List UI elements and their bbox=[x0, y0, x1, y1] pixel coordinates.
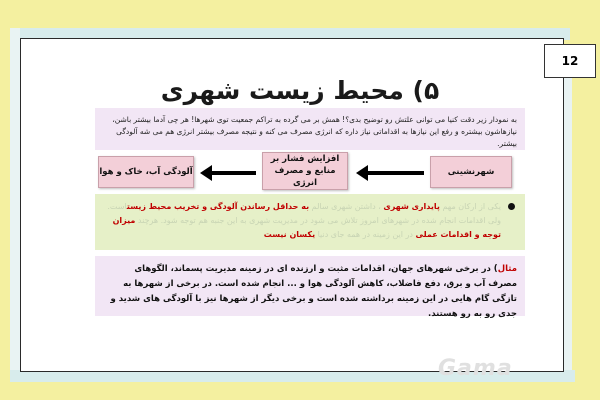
page-title: ۵) محیط زیست شهری bbox=[160, 76, 440, 105]
left-arrow-icon bbox=[366, 171, 424, 175]
sustainability-note bbox=[95, 194, 525, 250]
note-highlight: میزان توجه و اقدامات عملی bbox=[112, 216, 501, 239]
left-arrow-icon bbox=[210, 171, 256, 175]
note-text: است. ولی اقدامات انجام شده در شهرهای امروز تلاش می شود در مدیریت شهری به این جنبه هم توجه شود. هرچند bbox=[107, 202, 501, 225]
intro-text: به نمودار زیر دقت کنیا می توانی علتش رو توضیح بدی؟! همش بر می گرده به تراکم جمعیت توی شهرها! هر چی آدما بیشتر باشن، نیازهاشون بیشتره و رفع این نیازها به اقداماتی نیاز داره که انرژی مصرف می کنه و نتیجه مصرف بیشتر انرژی هم می شه آلودگی بیشتر. bbox=[95, 108, 525, 150]
watermark-logo: Gama bbox=[438, 356, 513, 381]
note-text: یکی از ارکان مهم bbox=[439, 202, 501, 211]
note-highlight: به حداقل رساندن آلودگی و تخریب محیط زیست bbox=[126, 202, 310, 211]
flow-box-pollution: آلودگی آب، خاک و هوا bbox=[98, 156, 194, 188]
bullet-icon bbox=[508, 203, 515, 210]
example-box bbox=[95, 256, 525, 319]
note-text: ، داشتن شهری سالم bbox=[309, 202, 384, 211]
flow-box-urbanization: شهرنشینی bbox=[430, 156, 512, 188]
flow-box-resource-pressure: افزایش فشار بر منابع و مصرف انرژی bbox=[262, 152, 348, 190]
example-text: ) در برخی شهرهای جهان، اقدامات مثبت و ارزنده ای در زمینه مدیریت پسماند، الگوهای مصرف آب و برق، دفع فاضلاب، کاهش آلودگی هوا و ... انجام شده است. در برخی از شهرها به تازگی گام هایی در این زمینه برداشته شده است و برخی دیگر از شهرها نیز با آلودگی های شدید و جدی رو به رو هستند. bbox=[110, 264, 517, 319]
example-label: مثال bbox=[497, 264, 517, 274]
note-highlight: پایداری شهری bbox=[383, 202, 440, 211]
page-number: 12 bbox=[544, 44, 596, 78]
note-text: در این زمینه در همه جای دنیا bbox=[315, 230, 416, 239]
note-highlight: یکسان نیست bbox=[263, 230, 316, 239]
